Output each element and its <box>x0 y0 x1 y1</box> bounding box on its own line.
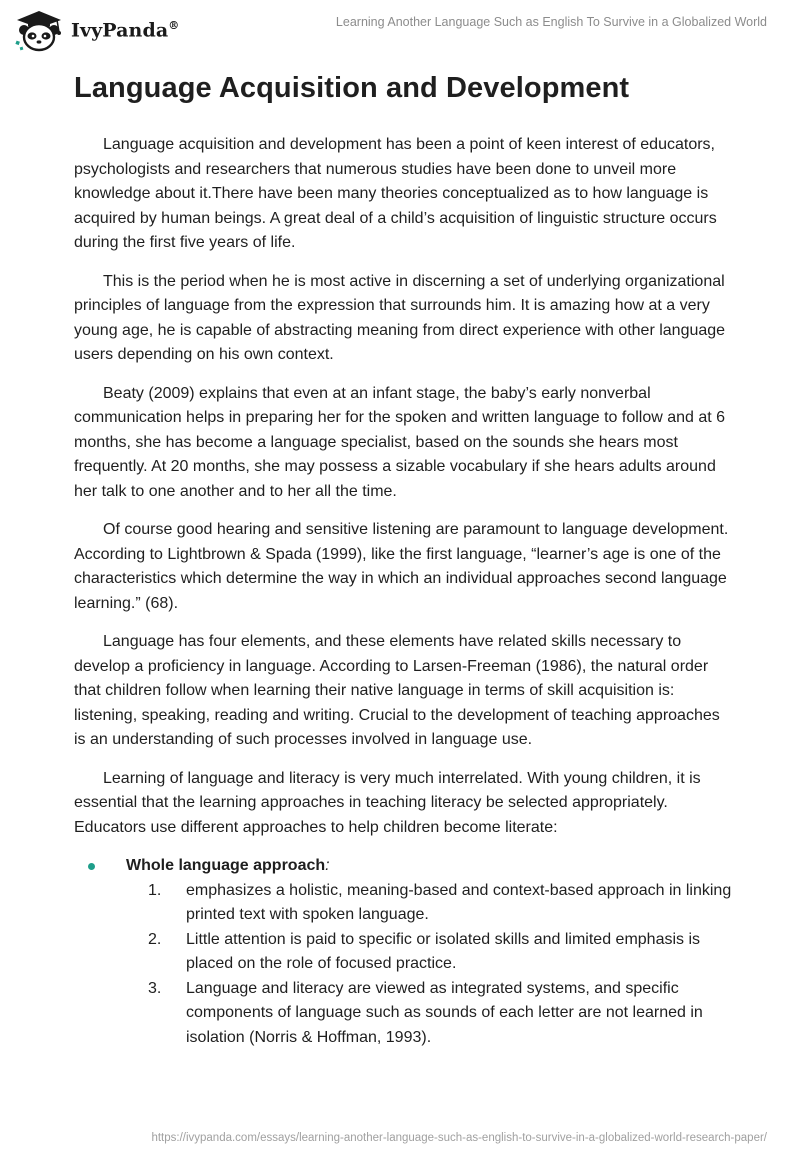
paragraph: Beaty (2009) explains that even at an infant stage, the baby’s early nonverbal communication helps in preparing her for the spoken and written language to follow and at 6 months, she has become a language specialist, based on the sounds she hears most frequently. At 20 months, she may possess a sizable vocabulary if she hears adults around her talk to one another and to her all the time. <box>74 384 726 500</box>
list-item-text: Little attention is paid to specific or isolated skills and limited emphasis is placed on the role of focused practice. <box>186 930 701 972</box>
list-item <box>126 879 734 928</box>
list-item <box>74 854 734 1050</box>
page-title: Language Acquisition and Development <box>74 72 630 104</box>
paragraph: Of course good hearing and sensitive listening are paramount to language development. According to Lightbrown & Spada (1999), like the first language, “learner’s age is one of the characteristics which determine the way in which an individual approaches second language learning.” (68). <box>74 521 729 612</box>
bullet-dot-icon <box>88 863 95 870</box>
panda-graduate-icon <box>13 8 65 52</box>
list-item-text: emphasizes a holistic, meaning-based and context-based approach in linking printed text with spoken language. <box>186 881 732 923</box>
list-item <box>126 977 734 1051</box>
running-title: Learning Another Language Such as English To Survive in a Globalized World <box>335 15 767 29</box>
approach-list <box>74 854 734 1050</box>
page-header <box>0 0 800 60</box>
list-marker: 1. <box>148 881 162 899</box>
list-marker: 3. <box>148 979 162 997</box>
numbered-list <box>126 879 734 1051</box>
list-item-text: Language and literacy are viewed as integrated systems, and specific components of language such as sounds of each letter are not learned in isolation (Norris & Hoffman, 1993). <box>186 979 703 1046</box>
bullet-colon: : <box>325 857 330 874</box>
brand-name: IvyPanda® <box>71 18 180 42</box>
article-body <box>74 133 734 1050</box>
paragraph: This is the period when he is most active in discerning a set of underlying organizational principles of language from the expression that surrounds him. It is amazing how at a very young age, he is capable of abstracting meaning from direct experience with other language users depending on his own context. <box>74 272 726 363</box>
source-url[interactable]: https://ivypanda.com/essays/learning-another-language-such-as-english-to-survive-in-a-globalized-world-research-paper/ <box>151 1132 767 1144</box>
paragraph: Language has four elements, and these elements have related skills necessary to develop a proficiency in language. According to Larsen-Freeman (1986), the natural order that children follow when learning their native language in terms of skill acquisition is: listening, speaking, reading and writing. Crucial to the development of teaching approaches is an understanding of such processes involved in language use. <box>74 633 720 748</box>
list-item <box>126 928 734 977</box>
bullet-heading: Whole language approach <box>126 857 326 874</box>
list-marker: 2. <box>148 930 162 948</box>
paragraph: Language acquisition and development has been a point of keen interest of educators, psychologists and researchers that numerous studies have been done to unveil more knowledge about it.There have been many theories conceptualized as to how language is acquired by human beings. A great deal of a child’s acquisition of linguistic structure occurs during the first five years of life. <box>74 136 717 251</box>
paragraph: Learning of language and literacy is very much interrelated. With young children, it is essential that the learning approaches in teaching literacy be selected appropriately. Educators use different approaches to help children become literate: <box>74 769 701 836</box>
brand-logo[interactable] <box>13 8 179 52</box>
